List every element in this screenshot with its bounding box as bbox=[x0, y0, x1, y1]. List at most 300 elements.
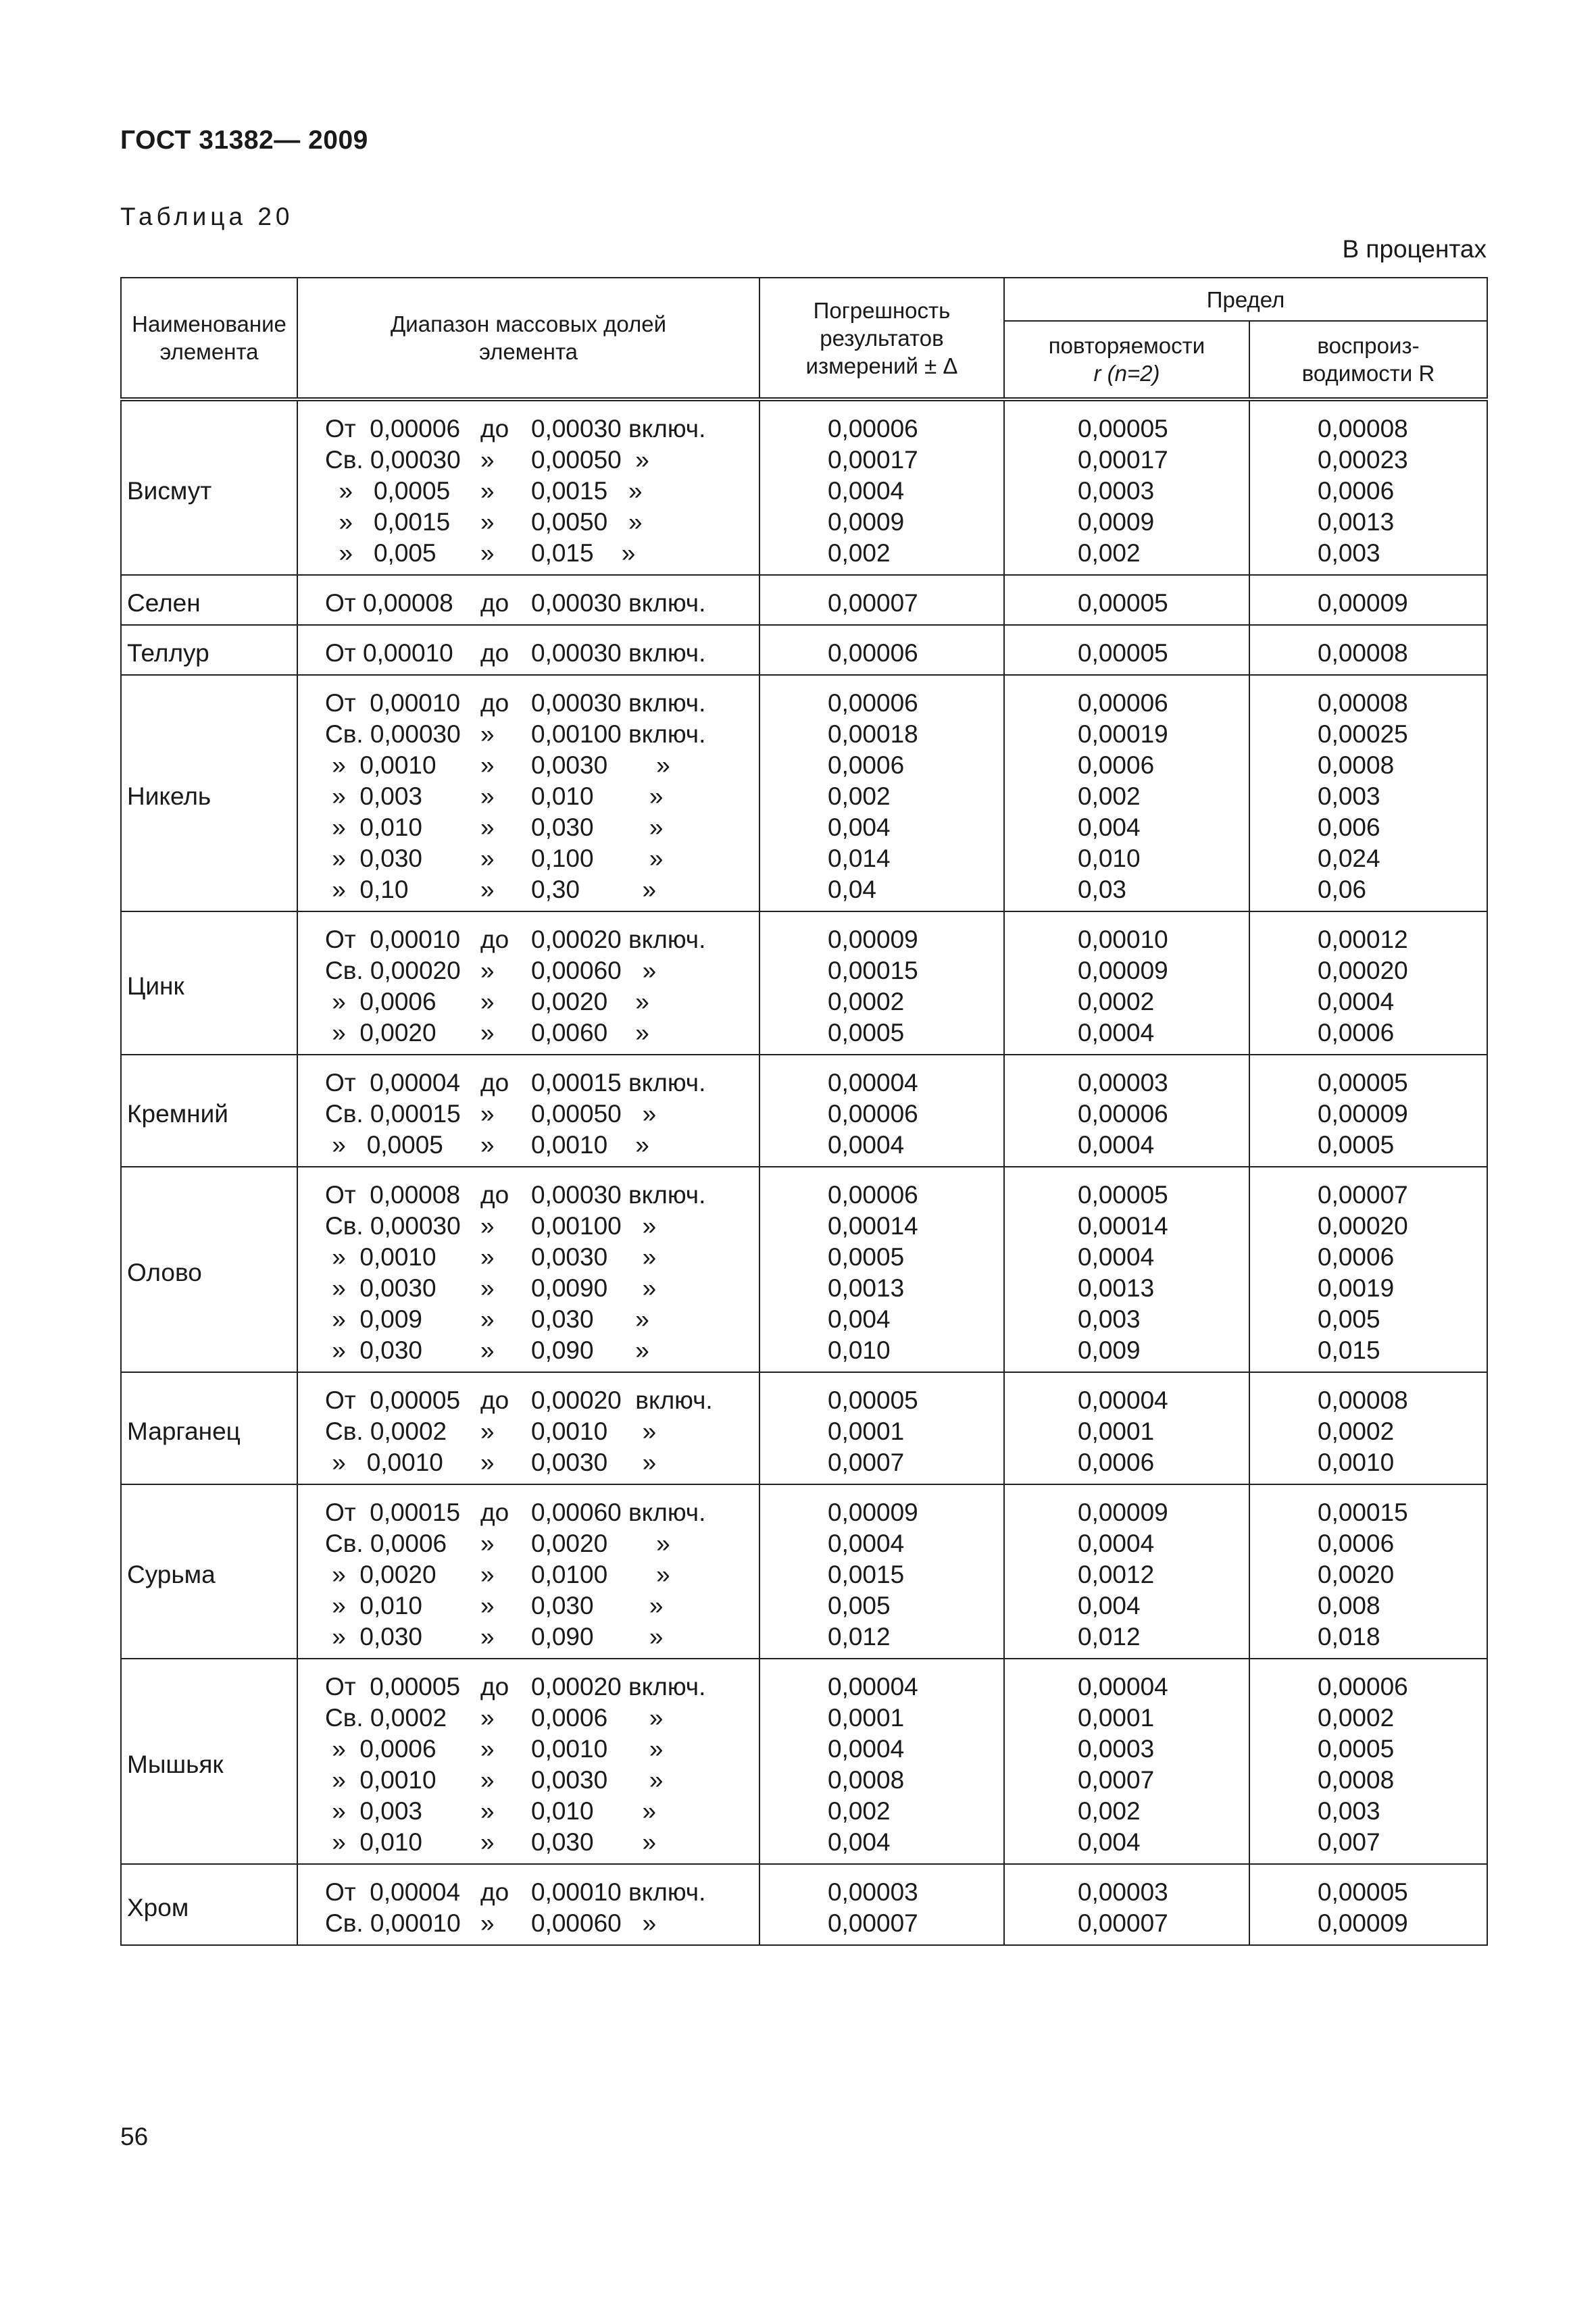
value: 0,00008 bbox=[1318, 1386, 1408, 1414]
range-cell bbox=[297, 1167, 759, 1372]
range-part: 0,00050 » bbox=[531, 446, 649, 474]
reproducibility-cell bbox=[1249, 911, 1487, 1055]
range-part: до bbox=[480, 415, 509, 443]
range-line bbox=[325, 750, 759, 781]
range-part: » bbox=[480, 1704, 495, 1732]
range-part: » bbox=[480, 1561, 495, 1588]
range-part: » bbox=[480, 1212, 495, 1240]
value: 0,0002 bbox=[828, 988, 905, 1015]
value: 0,0001 bbox=[828, 1417, 905, 1445]
table-row bbox=[121, 575, 1487, 625]
value: 0,00010 bbox=[1078, 926, 1168, 953]
error-cell bbox=[759, 675, 1004, 911]
reproducibility-cell bbox=[1249, 1055, 1487, 1167]
range-part: » 0,009 bbox=[325, 1305, 423, 1333]
range-line bbox=[325, 1497, 759, 1528]
range-part: » 0,010 bbox=[325, 813, 423, 841]
value: 0,00007 bbox=[1318, 1181, 1408, 1209]
value: 0,00017 bbox=[828, 446, 918, 474]
range-part: до bbox=[480, 589, 509, 617]
range-part: » 0,0020 bbox=[325, 1019, 437, 1047]
value: 0,012 bbox=[828, 1623, 891, 1651]
value: 0,0004 bbox=[1318, 988, 1395, 1015]
value: 0,0004 bbox=[1078, 1131, 1155, 1159]
repeatability-cell bbox=[1004, 1167, 1249, 1372]
value: 0,00004 bbox=[1078, 1386, 1168, 1414]
range-line bbox=[325, 812, 759, 843]
header-repeatability bbox=[1004, 321, 1249, 399]
repeatability-cell bbox=[1004, 1659, 1249, 1864]
table-row bbox=[121, 1167, 1487, 1372]
value: 0,00003 bbox=[828, 1878, 918, 1906]
range-part: до bbox=[480, 1878, 509, 1906]
range-line bbox=[325, 1734, 759, 1765]
range-part: 0,010 » bbox=[531, 1797, 657, 1825]
table-row bbox=[121, 1055, 1487, 1167]
range-line bbox=[325, 1528, 759, 1559]
repeatability-cell bbox=[1004, 1372, 1249, 1484]
range-part: » bbox=[480, 508, 495, 536]
element-name: Мышьяк bbox=[121, 1659, 297, 1864]
value: 0,003 bbox=[1318, 782, 1380, 810]
range-part: до bbox=[480, 1181, 509, 1209]
header-reproducibility bbox=[1249, 321, 1487, 399]
reproducibility-cell bbox=[1249, 675, 1487, 911]
range-part: 0,00030 включ. bbox=[531, 1181, 706, 1209]
value: 0,00007 bbox=[1078, 1909, 1168, 1937]
value: 0,00005 bbox=[1078, 1181, 1168, 1209]
reproducibility-cell bbox=[1249, 1484, 1487, 1659]
range-cell bbox=[297, 399, 759, 575]
value: 0,003 bbox=[1318, 1797, 1380, 1825]
error-cell bbox=[759, 575, 1004, 625]
range-cell bbox=[297, 575, 759, 625]
range-part: 0,100 » bbox=[531, 845, 664, 872]
value: 0,00007 bbox=[828, 1909, 918, 1937]
range-line bbox=[325, 1130, 759, 1161]
value: 0,00014 bbox=[828, 1212, 918, 1240]
element-name: Сурьма bbox=[121, 1484, 297, 1659]
value: 0,002 bbox=[1078, 539, 1141, 567]
table-row bbox=[121, 625, 1487, 675]
range-part: » 0,003 bbox=[325, 782, 423, 810]
value: 0,004 bbox=[1078, 1828, 1141, 1856]
value: 0,00005 bbox=[1078, 639, 1168, 667]
range-part: 0,010 » bbox=[531, 782, 664, 810]
value: 0,012 bbox=[1078, 1623, 1141, 1651]
value: 0,00014 bbox=[1078, 1212, 1168, 1240]
range-part: 0,00030 включ. bbox=[531, 639, 706, 667]
range-part: » bbox=[480, 957, 495, 984]
range-part: » bbox=[480, 988, 495, 1015]
table-row bbox=[121, 1659, 1487, 1864]
range-part: » bbox=[480, 1131, 495, 1159]
range-part: 0,015 » bbox=[531, 539, 636, 567]
value: 0,00004 bbox=[828, 1069, 918, 1097]
repeatability-cell bbox=[1004, 575, 1249, 625]
value: 0,00008 bbox=[1318, 415, 1408, 443]
range-line bbox=[325, 1765, 759, 1796]
range-part: 0,0050 » bbox=[531, 508, 643, 536]
range-line bbox=[325, 1273, 759, 1304]
range-part: 0,00015 включ. bbox=[531, 1069, 706, 1097]
value: 0,0004 bbox=[828, 477, 905, 505]
value: 0,003 bbox=[1318, 539, 1380, 567]
element-name: Кремний bbox=[121, 1055, 297, 1167]
value: 0,0005 bbox=[1318, 1735, 1395, 1763]
range-part: до bbox=[480, 1499, 509, 1526]
range-part: Св. 0,00015 bbox=[325, 1100, 461, 1128]
table-row bbox=[121, 675, 1487, 911]
range-cell bbox=[297, 911, 759, 1055]
range-part: » bbox=[480, 1336, 495, 1364]
range-part: 0,0030 » bbox=[531, 1243, 657, 1271]
value: 0,007 bbox=[1318, 1828, 1380, 1856]
header-repeatability-label: повторяемости bbox=[1048, 333, 1205, 358]
value: 0,010 bbox=[1078, 845, 1141, 872]
range-line bbox=[325, 1416, 759, 1447]
value: 0,002 bbox=[828, 1797, 891, 1825]
value: 0,006 bbox=[1318, 813, 1380, 841]
error-cell bbox=[759, 1484, 1004, 1659]
range-part: От 0,00006 bbox=[325, 415, 461, 443]
element-name: Висмут bbox=[121, 399, 297, 575]
value: 0,0002 bbox=[1318, 1417, 1395, 1445]
range-part: Св. 0,00030 bbox=[325, 446, 461, 474]
value: 0,0008 bbox=[1318, 1766, 1395, 1794]
value: 0,00020 bbox=[1318, 957, 1408, 984]
range-part: » bbox=[480, 1305, 495, 1333]
range-part: 0,00060 включ. bbox=[531, 1499, 706, 1526]
range-part: 0,0010 » bbox=[531, 1131, 649, 1159]
value: 0,0004 bbox=[828, 1530, 905, 1557]
value: 0,024 bbox=[1318, 845, 1380, 872]
range-part: » bbox=[480, 1274, 495, 1302]
value: 0,00006 bbox=[828, 1181, 918, 1209]
value: 0,0005 bbox=[1318, 1131, 1395, 1159]
range-part: 0,0020 » bbox=[531, 988, 649, 1015]
reproducibility-cell bbox=[1249, 1372, 1487, 1484]
value: 0,004 bbox=[828, 1828, 891, 1856]
error-cell bbox=[759, 625, 1004, 675]
error-cell bbox=[759, 1659, 1004, 1864]
range-part: до bbox=[480, 1386, 509, 1414]
range-part: Св. 0,0002 bbox=[325, 1704, 447, 1732]
range-part: 0,00020 включ. bbox=[531, 1386, 713, 1414]
range-part: » 0,005 bbox=[325, 539, 437, 567]
range-cell bbox=[297, 1055, 759, 1167]
error-cell bbox=[759, 1055, 1004, 1167]
value: 0,00005 bbox=[1078, 415, 1168, 443]
range-part: до bbox=[480, 1673, 509, 1701]
range-line bbox=[325, 1621, 759, 1653]
value: 0,0010 bbox=[1318, 1449, 1395, 1476]
range-part: 0,00020 включ. bbox=[531, 1673, 706, 1701]
range-part: » bbox=[480, 1019, 495, 1047]
range-part: 0,00020 включ. bbox=[531, 926, 706, 953]
error-cell bbox=[759, 399, 1004, 575]
range-line bbox=[325, 1559, 759, 1590]
range-part: » 0,0015 bbox=[325, 508, 451, 536]
range-line bbox=[325, 413, 759, 445]
value: 0,00006 bbox=[828, 639, 918, 667]
range-part: » bbox=[480, 813, 495, 841]
value: 0,002 bbox=[1078, 782, 1141, 810]
value: 0,0003 bbox=[1078, 1735, 1155, 1763]
value: 0,00005 bbox=[1318, 1878, 1408, 1906]
table-row bbox=[121, 399, 1487, 575]
range-part: » bbox=[480, 1766, 495, 1794]
value: 0,0001 bbox=[828, 1704, 905, 1732]
table-row bbox=[121, 1484, 1487, 1659]
value: 0,005 bbox=[828, 1592, 891, 1619]
value: 0,00009 bbox=[1318, 1100, 1408, 1128]
range-part: 0,0020 » bbox=[531, 1530, 670, 1557]
range-part: Св. 0,00010 bbox=[325, 1909, 461, 1937]
document-title: ГОСТ 31382— 2009 bbox=[120, 126, 368, 155]
range-line bbox=[325, 1242, 759, 1273]
range-part: » 0,0006 bbox=[325, 1735, 437, 1763]
range-line bbox=[325, 843, 759, 874]
value: 0,0003 bbox=[1078, 477, 1155, 505]
range-line bbox=[325, 781, 759, 812]
value: 0,0004 bbox=[828, 1131, 905, 1159]
value: 0,004 bbox=[828, 813, 891, 841]
header-limit: Предел bbox=[1004, 278, 1487, 321]
header-reproducibility-label: воспроиз- bbox=[1317, 333, 1420, 358]
value: 0,0019 bbox=[1318, 1274, 1395, 1302]
value: 0,0004 bbox=[1078, 1019, 1155, 1047]
value: 0,0009 bbox=[1078, 508, 1155, 536]
range-part: Св. 0,0002 bbox=[325, 1417, 447, 1445]
range-line bbox=[325, 688, 759, 719]
range-part: до bbox=[480, 639, 509, 667]
range-part: » bbox=[480, 1243, 495, 1271]
range-line bbox=[325, 1877, 759, 1908]
value: 0,00025 bbox=[1318, 720, 1408, 748]
range-part: » 0,0005 bbox=[325, 1131, 443, 1159]
table-row bbox=[121, 1372, 1487, 1484]
value: 0,00019 bbox=[1078, 720, 1168, 748]
range-part: » 0,0010 bbox=[325, 751, 437, 779]
value: 0,00005 bbox=[1078, 589, 1168, 617]
value: 0,0006 bbox=[1318, 1243, 1395, 1271]
range-line bbox=[325, 1304, 759, 1335]
value: 0,0007 bbox=[828, 1449, 905, 1476]
range-part: » bbox=[480, 1592, 495, 1619]
range-part: От 0,00008 bbox=[325, 589, 453, 617]
table-row bbox=[121, 1864, 1487, 1945]
range-part: От 0,00010 bbox=[325, 639, 453, 667]
value: 0,0006 bbox=[1318, 1530, 1395, 1557]
range-part: 0,0060 » bbox=[531, 1019, 649, 1047]
range-part: » 0,10 bbox=[325, 876, 409, 903]
value: 0,03 bbox=[1078, 876, 1127, 903]
repeatability-cell bbox=[1004, 1864, 1249, 1945]
repeatability-cell bbox=[1004, 911, 1249, 1055]
value: 0,004 bbox=[1078, 1592, 1141, 1619]
range-part: От 0,00004 bbox=[325, 1878, 461, 1906]
value: 0,00005 bbox=[1318, 1069, 1408, 1097]
value: 0,0002 bbox=[1078, 988, 1155, 1015]
range-part: 0,030 » bbox=[531, 1828, 657, 1856]
value: 0,0012 bbox=[1078, 1561, 1155, 1588]
header-reproducibility-sub: водимости R bbox=[1301, 361, 1435, 386]
value: 0,00018 bbox=[828, 720, 918, 748]
error-cell bbox=[759, 1372, 1004, 1484]
value: 0,00023 bbox=[1318, 446, 1408, 474]
value: 0,0020 bbox=[1318, 1561, 1395, 1588]
value: 0,00009 bbox=[1078, 957, 1168, 984]
range-line bbox=[325, 1385, 759, 1416]
range-part: » 0,010 bbox=[325, 1592, 423, 1619]
element-name: Селен bbox=[121, 575, 297, 625]
element-name: Цинк bbox=[121, 911, 297, 1055]
range-part: » bbox=[480, 1417, 495, 1445]
range-part: 0,00100 включ. bbox=[531, 720, 706, 748]
range-part: 0,0010 » bbox=[531, 1735, 664, 1763]
value: 0,0006 bbox=[1078, 751, 1155, 779]
range-part: » 0,0005 bbox=[325, 477, 451, 505]
range-cell bbox=[297, 1659, 759, 1864]
value: 0,0013 bbox=[1318, 508, 1395, 536]
value: 0,0005 bbox=[828, 1019, 905, 1047]
value: 0,003 bbox=[1078, 1305, 1141, 1333]
range-part: От 0,00005 bbox=[325, 1673, 461, 1701]
range-part: » 0,0010 bbox=[325, 1243, 437, 1271]
range-part: 0,0030 » bbox=[531, 1449, 657, 1476]
value: 0,00009 bbox=[828, 926, 918, 953]
value: 0,004 bbox=[828, 1305, 891, 1333]
value: 0,00015 bbox=[1318, 1499, 1408, 1526]
value: 0,00007 bbox=[828, 589, 918, 617]
value: 0,014 bbox=[828, 845, 891, 872]
range-part: Св. 0,00030 bbox=[325, 720, 461, 748]
value: 0,0013 bbox=[1078, 1274, 1155, 1302]
element-name: Олово bbox=[121, 1167, 297, 1372]
value: 0,008 bbox=[1318, 1592, 1380, 1619]
range-part: 0,30 » bbox=[531, 876, 657, 903]
range-part: » 0,010 bbox=[325, 1828, 423, 1856]
range-part: » bbox=[480, 751, 495, 779]
range-part: » 0,003 bbox=[325, 1797, 423, 1825]
range-line bbox=[325, 1590, 759, 1621]
range-part: От 0,00010 bbox=[325, 689, 461, 717]
range-cell bbox=[297, 675, 759, 911]
value: 0,00006 bbox=[828, 415, 918, 443]
range-part: » bbox=[480, 539, 495, 567]
value: 0,00003 bbox=[1078, 1069, 1168, 1097]
range-part: 0,00050 » bbox=[531, 1100, 657, 1128]
range-part: до bbox=[480, 1069, 509, 1097]
range-part: » 0,0010 bbox=[325, 1449, 443, 1476]
range-line bbox=[325, 719, 759, 750]
range-part: » 0,0030 bbox=[325, 1274, 437, 1302]
value: 0,0008 bbox=[1318, 751, 1395, 779]
range-part: » bbox=[480, 1530, 495, 1557]
range-part: 0,0030 » bbox=[531, 1766, 664, 1794]
page-number: 56 bbox=[120, 2123, 149, 2150]
range-part: 0,00100 » bbox=[531, 1212, 657, 1240]
value: 0,005 bbox=[1318, 1305, 1380, 1333]
range-line bbox=[325, 1211, 759, 1242]
range-part: до bbox=[480, 926, 509, 953]
range-cell bbox=[297, 1484, 759, 1659]
reproducibility-cell bbox=[1249, 575, 1487, 625]
value: 0,0015 bbox=[828, 1561, 905, 1588]
range-line bbox=[325, 986, 759, 1017]
header-error: Погрешность результатов измерений ± Δ bbox=[759, 278, 1004, 399]
range-part: » 0,030 bbox=[325, 845, 423, 872]
range-line bbox=[325, 1827, 759, 1858]
value: 0,06 bbox=[1318, 876, 1367, 903]
element-name: Хром bbox=[121, 1864, 297, 1945]
range-part: » bbox=[480, 845, 495, 872]
range-line bbox=[325, 874, 759, 905]
range-line bbox=[325, 1908, 759, 1939]
range-part: 0,00010 включ. bbox=[531, 1878, 706, 1906]
value: 0,004 bbox=[1078, 813, 1141, 841]
range-part: 0,0100 » bbox=[531, 1561, 670, 1588]
range-part: » bbox=[480, 446, 495, 474]
value: 0,04 bbox=[828, 876, 877, 903]
range-part: » 0,030 bbox=[325, 1623, 423, 1651]
value: 0,0002 bbox=[1318, 1704, 1395, 1732]
repeatability-cell bbox=[1004, 675, 1249, 911]
range-part: 0,00060 » bbox=[531, 1909, 657, 1937]
table-body bbox=[121, 399, 1487, 1945]
value: 0,0001 bbox=[1078, 1417, 1155, 1445]
range-part: 0,00060 » bbox=[531, 957, 657, 984]
range-part: Св. 0,0006 bbox=[325, 1530, 447, 1557]
value: 0,00008 bbox=[1318, 689, 1408, 717]
range-part: 0,030 » bbox=[531, 1592, 664, 1619]
range-part: » bbox=[480, 876, 495, 903]
value: 0,0006 bbox=[828, 751, 905, 779]
value: 0,00009 bbox=[828, 1499, 918, 1526]
value: 0,002 bbox=[1078, 1797, 1141, 1825]
value: 0,0006 bbox=[1318, 477, 1395, 505]
value: 0,002 bbox=[828, 782, 891, 810]
range-part: Св. 0,00020 bbox=[325, 957, 461, 984]
range-line bbox=[325, 1099, 759, 1130]
range-part: 0,0090 » bbox=[531, 1274, 657, 1302]
range-line bbox=[325, 924, 759, 955]
value: 0,00006 bbox=[1318, 1673, 1408, 1701]
units-note: В процентах bbox=[1342, 235, 1487, 263]
range-line bbox=[325, 1180, 759, 1211]
range-part: » bbox=[480, 1909, 495, 1937]
repeatability-cell bbox=[1004, 399, 1249, 575]
value: 0,010 bbox=[828, 1336, 891, 1364]
range-part: » bbox=[480, 1449, 495, 1476]
range-part: » 0,030 bbox=[325, 1336, 423, 1364]
range-part: Св. 0,00030 bbox=[325, 1212, 461, 1240]
element-name: Марганец bbox=[121, 1372, 297, 1484]
value: 0,00012 bbox=[1318, 926, 1408, 953]
value: 0,00006 bbox=[1078, 1100, 1168, 1128]
repeatability-cell bbox=[1004, 625, 1249, 675]
range-line bbox=[325, 538, 759, 569]
value: 0,0006 bbox=[1318, 1019, 1395, 1047]
tolerance-table bbox=[120, 277, 1488, 1946]
range-part: » bbox=[480, 1735, 495, 1763]
value: 0,00009 bbox=[1318, 1909, 1408, 1937]
range-part: 0,0010 » bbox=[531, 1417, 657, 1445]
range-line bbox=[325, 1796, 759, 1827]
table-label: Таблица 20 bbox=[120, 203, 294, 230]
range-part: От 0,00015 bbox=[325, 1499, 461, 1526]
